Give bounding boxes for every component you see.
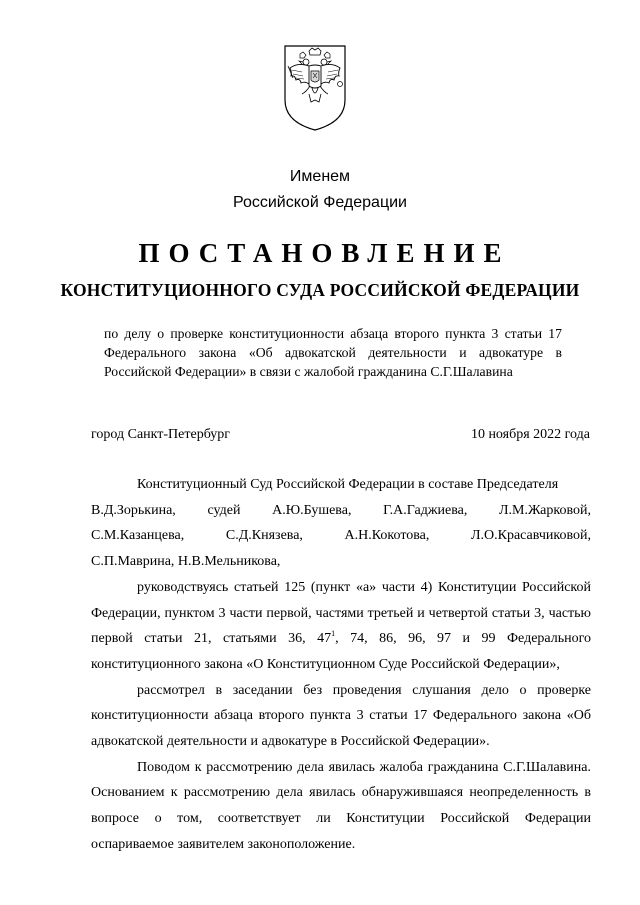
judges-label: судей xyxy=(207,502,241,518)
judge-name: А.Ю.Бушева, xyxy=(272,502,352,518)
consideration-paragraph: рассмотрел в заседании без проведения слушания дело о проверке конституционности абзаца второго пункта 3 статьи 17 Федерального закона «Об адвокатской деятельности и адвокатуре в Российской Федерации». xyxy=(91,682,591,750)
legal-basis-text-b: , 74, 86, 96, 97 и 99 Федерального конституционного закона «О Конституционном Суде Российской Федерации», xyxy=(91,631,592,672)
document-body xyxy=(91,472,591,858)
header-name-line: Именем xyxy=(289,168,351,185)
header-federation-line: Российской Федерации xyxy=(233,194,407,211)
judges-row xyxy=(91,498,591,524)
document-date: 10 ноября 2022 года xyxy=(470,427,590,442)
article-superscript: 1 xyxy=(331,629,336,639)
judge-name: А.Н.Кокотова, xyxy=(344,528,430,544)
case-description: по делу о проверке конституционности абзаца второго пункта 3 статьи 17 Федерального закона «Об адвокатской деятельности и адвокатуре в Российской Федерации» в связи с жалобой гражданина С.Г.Шалавина xyxy=(104,326,562,379)
judge-name: Л.О.Красавчиковой, xyxy=(471,528,591,544)
document-subtitle: КОНСТИТУЦИОННОГО СУДА РОССИЙСКОЙ ФЕДЕРАЦИИ xyxy=(60,280,580,300)
judges-row xyxy=(91,523,591,549)
judge-name: С.Д.Князева, xyxy=(225,528,303,544)
legal-basis-paragraph xyxy=(91,575,591,678)
judges-row: С.П.Маврина, Н.В.Мельникова, xyxy=(91,554,281,570)
judge-name: Г.А.Гаджиева, xyxy=(383,502,468,518)
judge-name: Л.М.Жарковой, xyxy=(499,502,591,518)
grounds-paragraph: Поводом к рассмотрению дела явилась жалоба гражданина С.Г.Шалавина. Основанием к рассмотрению дела явилась обнаружившаяся неопределенность в вопросе о том, соответствует ли Конституции Российской Федерации оспариваемое заявителем законоположение. xyxy=(91,759,591,852)
legal-basis-text-a: руководствуясь статьей 125 (пункт «а» части 4) Конституции Российской Федерации, пунктом 3 части первой, частями третьей и четвертой статьи 3, частью первой статьи 21, статьями 36, 47 xyxy=(91,579,591,647)
judge-name: В.Д.Зорькина, xyxy=(91,502,176,518)
judge-name: С.М.Казанцева, xyxy=(91,528,185,544)
court-composition-intro: Конституционный Суд Российской Федерации в составе Председателя xyxy=(137,477,559,492)
coat-of-arms-emblem xyxy=(282,42,348,132)
document-title: ПОСТАНОВЛЕНИЕ xyxy=(138,238,511,268)
document-place: город Санкт-Петербург xyxy=(91,427,231,442)
